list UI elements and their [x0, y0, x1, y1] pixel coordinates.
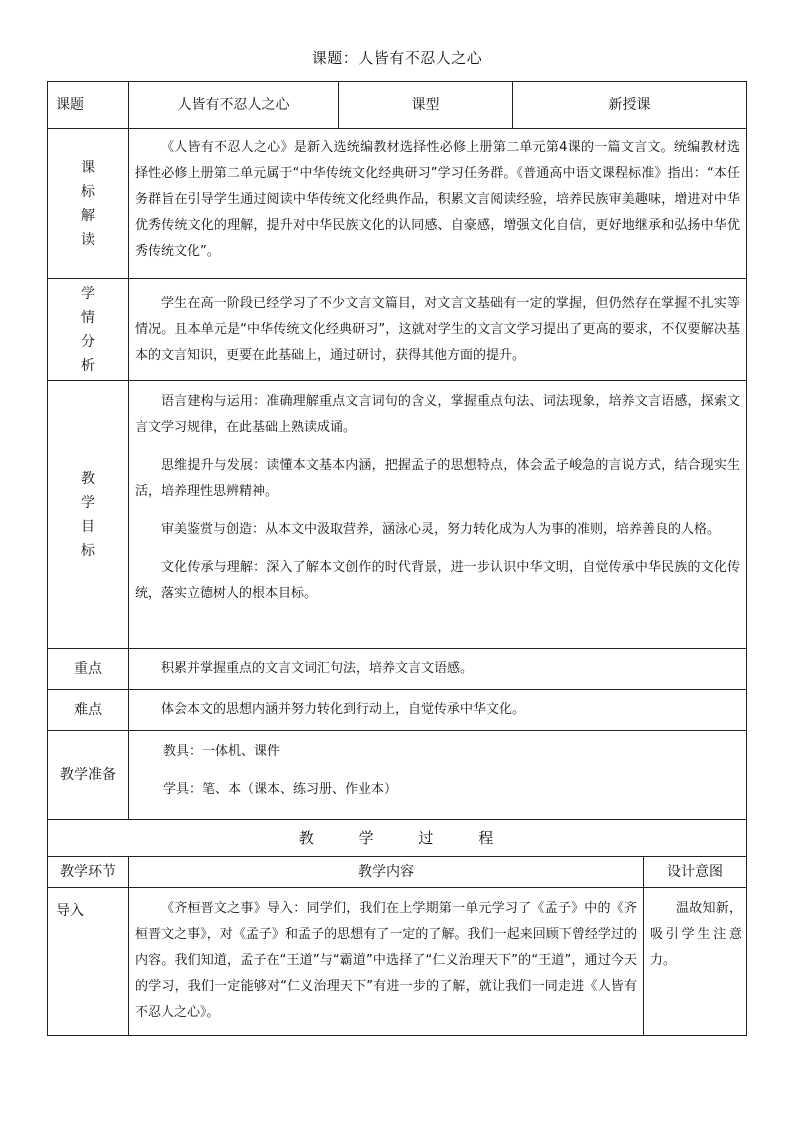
label-students [48, 279, 129, 381]
label-char: 课 [81, 159, 95, 176]
goal-item: 思维提升与发展：读懂本文基本内涵，把握孟子的思想特点，体会孟子峻急的言说方式，结合现实生活，培养理性思辨精神。 [135, 458, 740, 499]
col-stage: 教学环节 [48, 857, 129, 888]
preparation-row [48, 731, 747, 820]
label-difficulty: 难点 [48, 690, 129, 731]
label-topic: 课题 [48, 82, 129, 129]
type-value: 新授课 [513, 82, 747, 129]
stage-cell: 导入 [48, 888, 129, 1036]
process-heading-row [48, 820, 747, 857]
goal-item: 文化传承与理解：深入了解本文创作的时代背景，进一步认识中华文明，自觉传承中华民族的文化传统，落实立德树人的根本目标。 [135, 560, 740, 601]
label-preparation: 教学准备 [48, 731, 129, 820]
process-columns-row [48, 857, 747, 888]
label-char: 读 [81, 231, 95, 248]
label-char: 目 [81, 518, 95, 535]
heading-char: 教 [298, 829, 316, 847]
label-char: 教 [81, 470, 95, 487]
col-intent: 设计意图 [644, 857, 747, 888]
key-point-text: 积累并掌握重点的文言文词汇句法，培养文言文语感。 [129, 649, 747, 690]
teacher-tools: 教具：一体机、课件 [163, 744, 281, 759]
difficulty-row [48, 690, 747, 731]
label-char: 析 [81, 357, 95, 374]
heading-char: 过 [418, 829, 436, 847]
curriculum-text: 《人皆有不忍人之心》是新入选统编教材选择性必修上册第二单元第4课的一篇文言文。统编教材选择性必修上册第二单元属于“中华传统文化经典研习”学习任务群。《普通高中语文课程标准》指出：“本任务群旨在引导学生通过阅读中华传统文化经典作品，积累文言阅读经验，培养民族审美趣味，增进对中华优秀传统文化的理解，提升对中华民族文化的认同感、自豪感，增强文化自信，更好地继承和弘扬中华优秀传统文化”。 [129, 129, 747, 279]
label-char: 情 [81, 309, 95, 326]
difficulty-text: 体会本文的思想内涵并努力转化到行动上，自觉传承中华文化。 [129, 690, 747, 731]
process-heading [48, 820, 747, 857]
student-tools: 学具：笔、本（课本、练习册、作业本） [163, 782, 398, 797]
preparation-list [129, 731, 747, 820]
students-row [48, 279, 747, 381]
key-point-row [48, 649, 747, 690]
label-char: 分 [81, 333, 95, 350]
label-char: 标 [81, 183, 95, 200]
label-char: 解 [81, 207, 95, 224]
label-curriculum [48, 129, 129, 279]
lesson-plan-table [47, 81, 747, 1036]
curriculum-row [48, 129, 747, 279]
goals-row [48, 381, 747, 649]
goal-item: 审美鉴赏与创造：从本文中汲取营养，涵泳心灵，努力转化成为人为事的准则，培养善良的人格。 [161, 522, 721, 537]
intent-cell: 温故知新，吸引学生注意力。 [644, 888, 747, 1036]
content-cell: 《齐桓晋文之事》导入：同学们，我们在上学期第一单元学习了《孟子》中的《齐桓晋文之事》，对《孟子》和孟子的思想有了一定的了解。我们一起来回顾下曾经学过的内容。我们知道，孟子在“王道”与“霸道”中选择了“仁义治理天下”的“王道”，通过今天的学习，我们一定能够对“仁义治理天下”有进一步的了解，就让我们一同走进《人皆有不忍人之心》。 [129, 888, 644, 1036]
header-row [48, 82, 747, 129]
goals-list [129, 381, 747, 649]
label-char: 标 [81, 542, 95, 559]
page-title: 课题：人皆有不忍人之心 [311, 49, 483, 67]
goal-item: 语言建构与运用：准确理解重点文言词句的含义，掌握重点句法、词法现象，培养文言语感，探索文言文学习规律，在此基础上熟读成诵。 [135, 394, 740, 435]
heading-char: 学 [358, 829, 376, 847]
process-row [48, 888, 747, 1036]
students-text: 学生在高一阶段已经学习了不少文言文篇目，对文言文基础有一定的掌握，但仍然存在掌握不扎实等情况。且本单元是“中华传统文化经典研习”，这就对学生的文言文学习提出了更高的要求，不仅要解决基本的文言知识，更要在此基础上，通过研讨，获得其他方面的提升。 [129, 279, 747, 381]
heading-char: 程 [478, 829, 496, 847]
col-content: 教学内容 [129, 857, 644, 888]
label-char: 学 [81, 285, 95, 302]
label-goals [48, 381, 129, 649]
label-key-point: 重点 [48, 649, 129, 690]
label-char: 学 [81, 494, 95, 511]
topic-value: 人皆有不忍人之心 [129, 82, 339, 129]
label-type: 课型 [339, 82, 513, 129]
